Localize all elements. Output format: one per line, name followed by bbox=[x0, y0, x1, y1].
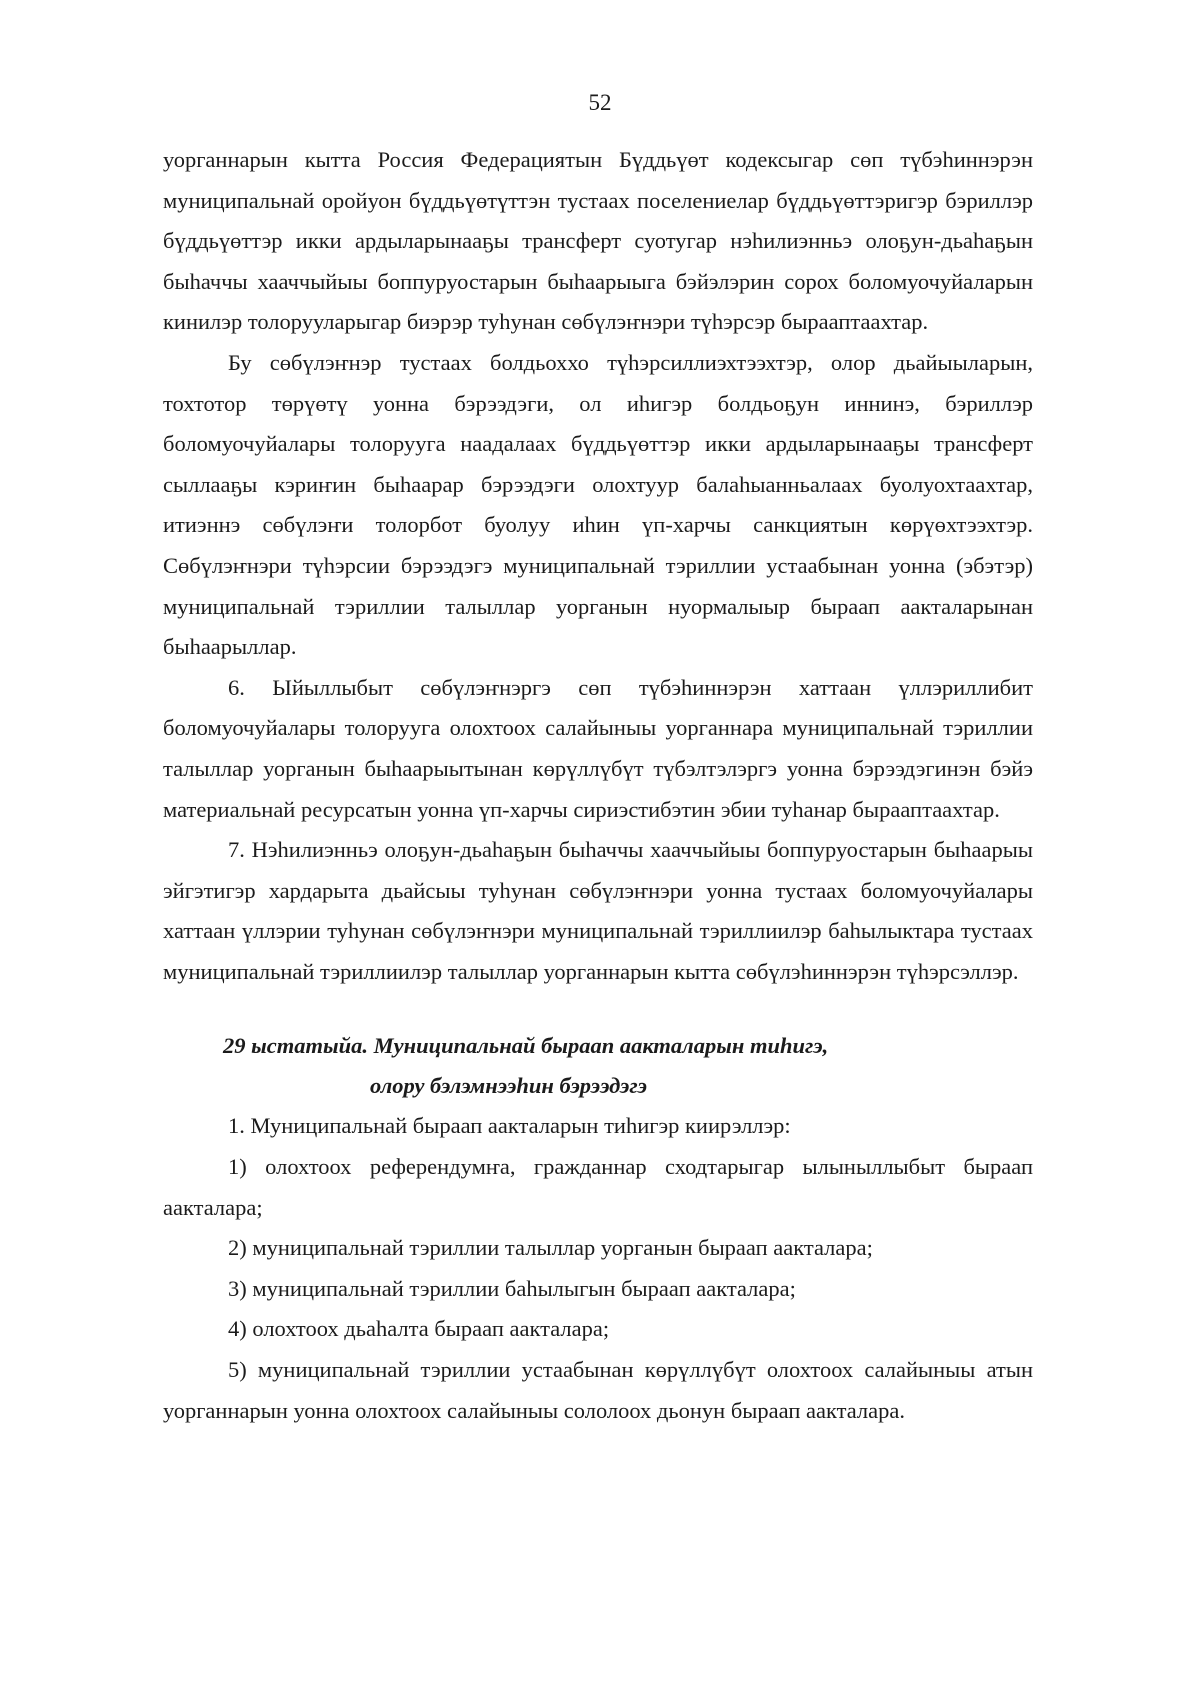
list-item-5: 5) муниципальнай тэриллии устаабынан көрүллүбүт олохтоох салайыныы атын уорганнарын уонна олохтоох салайыныы сололоох дьонун быраап аакталара. bbox=[163, 1357, 1033, 1423]
paragraph-agreements: Бу сөбүлэҥнэр тустаах болдьоххо түһэрсиллиэхтээхтэр, олор дьайыыларын, тохтотор төрүөтү уонна бэрээдэги, ол иһигэр болдьоҕун иннинэ, бэриллэр боломуочуйалары толорууга наадалаах бүддьүөттэр икки ардыларынааҕы трансферт сыллааҕы кэриҥин быһаарар бэрээдэги олохтуур балаһыанньалаах буолуохтаахтар, итиэннэ сөбүлэҥи толорбот буолуу иһин үп-харчы санкциятын көрүөхтээхтэр. Сөбүлэҥнэри түһэрсии бэрээдэгэ муниципальнай тэриллии устаабынан уонна (эбэтэр) муниципальнай тэриллии талыллар уорганын нуормалыыр быраап аакталарынан быһаарыллар. bbox=[163, 349, 1033, 660]
paragraph-item-6: 6. Ыйыллыбыт сөбүлэҥнэргэ сөп түбэһиннэрэн хаттаан үллэриллибит боломуочуйалары толорууга олохтоох салайыныы уорганнара муниципальнай тэриллии талыллар уорганын быһаарыытынан көрүллүбүт түбэлтэлэргэ уонна бэрээдэгинэн бэйэ материальнай ресурсатын уонна үп-харчы сириэстибэтин эбии туһанар бырааптаахтар. bbox=[163, 674, 1033, 822]
list-item-3: 3) муниципальнай тэриллии баһылыгын быраап аакталара; bbox=[228, 1275, 796, 1301]
list-item-4: 4) олохтоох дьаһалта быраап аакталара; bbox=[228, 1316, 610, 1342]
article-heading bbox=[163, 1026, 1033, 1106]
list-item-2: 2) муниципальнай тэриллии талыллар уорганын быраап аакталара; bbox=[228, 1235, 873, 1261]
list-item-1: 1) олохтоох референдумҥа, гражданнар сходтарыгар ылыныллыбыт быраап аакталара; bbox=[163, 1154, 1033, 1220]
paragraph-continuation: уорганнарын кытта Россия Федерациятын Бүддьүөт кодексыгар сөп түбэһиннэрэн муниципальнай оройуон бүддьүөтүттэн тустаах поселениелар бүддьүөттэригэр бэриллэр бүддьүөттэр икки ардыларынааҕы трансферт суотугар нэһилиэнньэ олоҕун-дьаһаҕын быһаччы хааччыйыы боппуруостарын быһаарыыга бэйэлэрин сорох боломуочуйаларын кинилэр толорууларыгар биэрэр туһунан сөбүлэҥнэри түһэрсэр бырааптаахтар. bbox=[163, 147, 1033, 335]
page-number: 52 bbox=[588, 90, 612, 115]
article-heading-line-2: олору бэлэмнээһин бэрээдэгэ bbox=[370, 1073, 647, 1099]
paragraph-item-7: 7. Нэһилиэнньэ олоҕун-дьаһаҕын быһаччы хааччыйыы боппуруостарын быһаарыы эйгэтигэр хардарыта дьайсыы туһунан сөбүлэҥнэри уонна тустаах боломуочуйалары хаттаан үллэрии туһунан сөбүлэҥнэри муниципальнай тэриллиилэр баһылыктара тустаах муниципальнай тэриллиилэр талыллар уорганнарын кытта сөбүлэһиннэрэн түһэрсэллэр. bbox=[163, 837, 1033, 984]
list-intro: 1. Муниципальнай быраап аакталарын тиһигэр киирэллэр: bbox=[228, 1113, 791, 1139]
document-body bbox=[163, 140, 1033, 1431]
article-heading-line-1: 29 ыстатыйа. Муниципальнай быраап аакталарын тиһигэ, bbox=[223, 1033, 829, 1059]
